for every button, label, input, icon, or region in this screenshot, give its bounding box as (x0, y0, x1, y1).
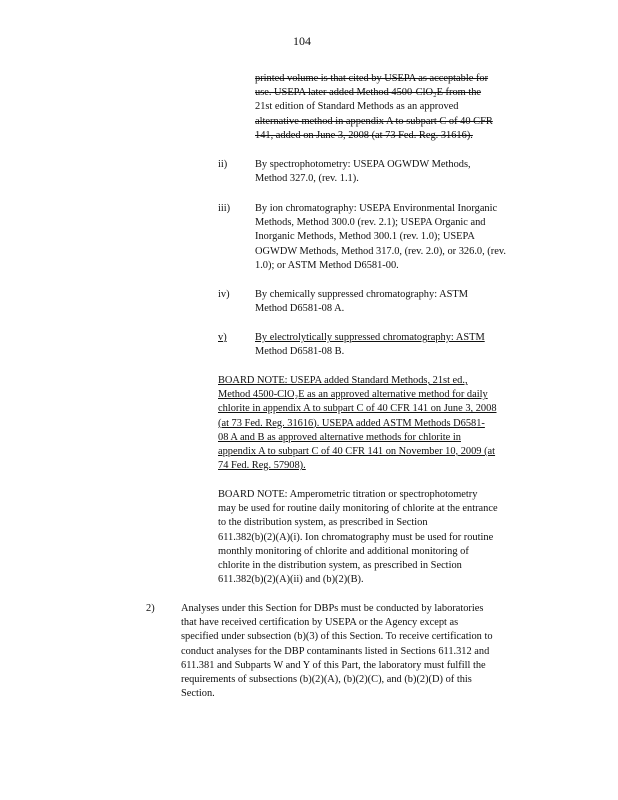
section-line: specified under subsection (b)(3) of this Section. To receive certification to (181, 631, 493, 643)
item-label-ii: ii) (218, 159, 228, 170)
note-line: appendix A to subpart C of 40 CFR 141 on November 10, 2009 (at (218, 445, 496, 457)
item-label-v: v) (218, 332, 227, 343)
section-line: Section. (181, 688, 215, 700)
section-2 (181, 602, 493, 701)
item-line: By spectrophotometry: USEPA OGWDW Methods, (255, 159, 471, 170)
note-line: monthly monitoring of chlorite and additional monitoring of (218, 545, 469, 557)
item-line: Method D6581-08 A. (255, 303, 345, 315)
section-line: that have received certification by USEPA or the Agency except as (181, 617, 459, 629)
section-line: 611.381 and Subparts W and Y of this Part, the laboratory must fulfill the (181, 659, 486, 671)
note-line: to the distribution system, as prescribed in Section (218, 517, 428, 529)
item-line: Method D6581-08 B. (255, 346, 345, 358)
board-note-2 (218, 488, 498, 587)
note-line: 611.382(b)(2)(A)(i). Ion chromatography must be used for routine (218, 531, 494, 543)
opening-line: 21st edition of Standard Methods as an approved (255, 101, 459, 113)
item-line: Inorganic Methods, Method 300.1 (rev. 1.0); USEPA (255, 231, 475, 243)
opening-line: alternative method in appendix A to subpart C of 40 CFR (255, 115, 493, 127)
note-line: 611.382(b)(2)(A)(ii) and (b)(2)(B). (218, 574, 364, 586)
opening-line: use. USEPA later added Method 4500-ClO₂E from the (255, 87, 482, 99)
item-label-iv: iv) (218, 289, 230, 300)
item-line: Methods, Method 300.0 (rev. 2.1); USEPA Organic and (255, 217, 486, 229)
note-line: may be used for routine daily monitoring of chlorite at the entrance (218, 503, 498, 515)
item-iii (255, 202, 525, 273)
section-line: Analyses under this Section for DBPs must be conducted by laboratories (181, 603, 484, 614)
note-line: (at 73 Fed. Reg. 31616). USEPA added ASTM Methods D6581- (218, 417, 485, 429)
note-line: 08 A and B as approved alternative methods for chlorite in (218, 431, 461, 443)
note-line: chlorite in appendix A to subpart C of 40 CFR 141 on June 3, 2008 (218, 403, 497, 415)
note-line: Method 4500-ClO₂E as an approved alternative method for daily (218, 389, 488, 401)
item-v (255, 331, 485, 359)
section-line: conduct analyses for the DBP contaminants listed in Sections 611.312 and (181, 645, 490, 657)
item-line: By chemically suppressed chromatography: ASTM (255, 289, 468, 300)
item-line: By ion chromatography: USEPA Environmental Inorganic (255, 203, 498, 214)
opening-line: 141, added on June 3, 2008 (at 73 Fed. Reg. 31616). (255, 129, 473, 141)
note-line: chlorite in the distribution system, as prescribed in Section (218, 559, 462, 571)
note-line: 74 Fed. Reg. 57908). (218, 460, 306, 472)
opening-block (255, 72, 493, 143)
item-line: Method 327.0, (rev. 1.1). (255, 173, 359, 185)
board-note-1 (218, 374, 497, 473)
item-line: By electrolytically suppressed chromatography: ASTM (255, 332, 485, 343)
item-line: OGWDW Methods, Method 317.0, (rev. 2.0), or 326.0, (rev. 1.0); or ASTM Method D6581-00. (255, 245, 506, 271)
section-line: requirements of subsections (b)(2)(A), (b)(2)(C), and (b)(2)(D) of this (181, 673, 472, 685)
note-line: BOARD NOTE: USEPA added Standard Methods, 21st ed., (218, 375, 468, 386)
section-2-label: 2) (146, 603, 155, 614)
item-ii (255, 158, 471, 186)
item-label-iii: iii) (218, 203, 231, 214)
opening-line: printed volume is that cited by USEPA as acceptable for (255, 73, 489, 84)
page-number: 104 (293, 34, 311, 48)
item-iv (255, 288, 468, 316)
note-line: BOARD NOTE: Amperometric titration or spectrophotometry (218, 489, 478, 500)
